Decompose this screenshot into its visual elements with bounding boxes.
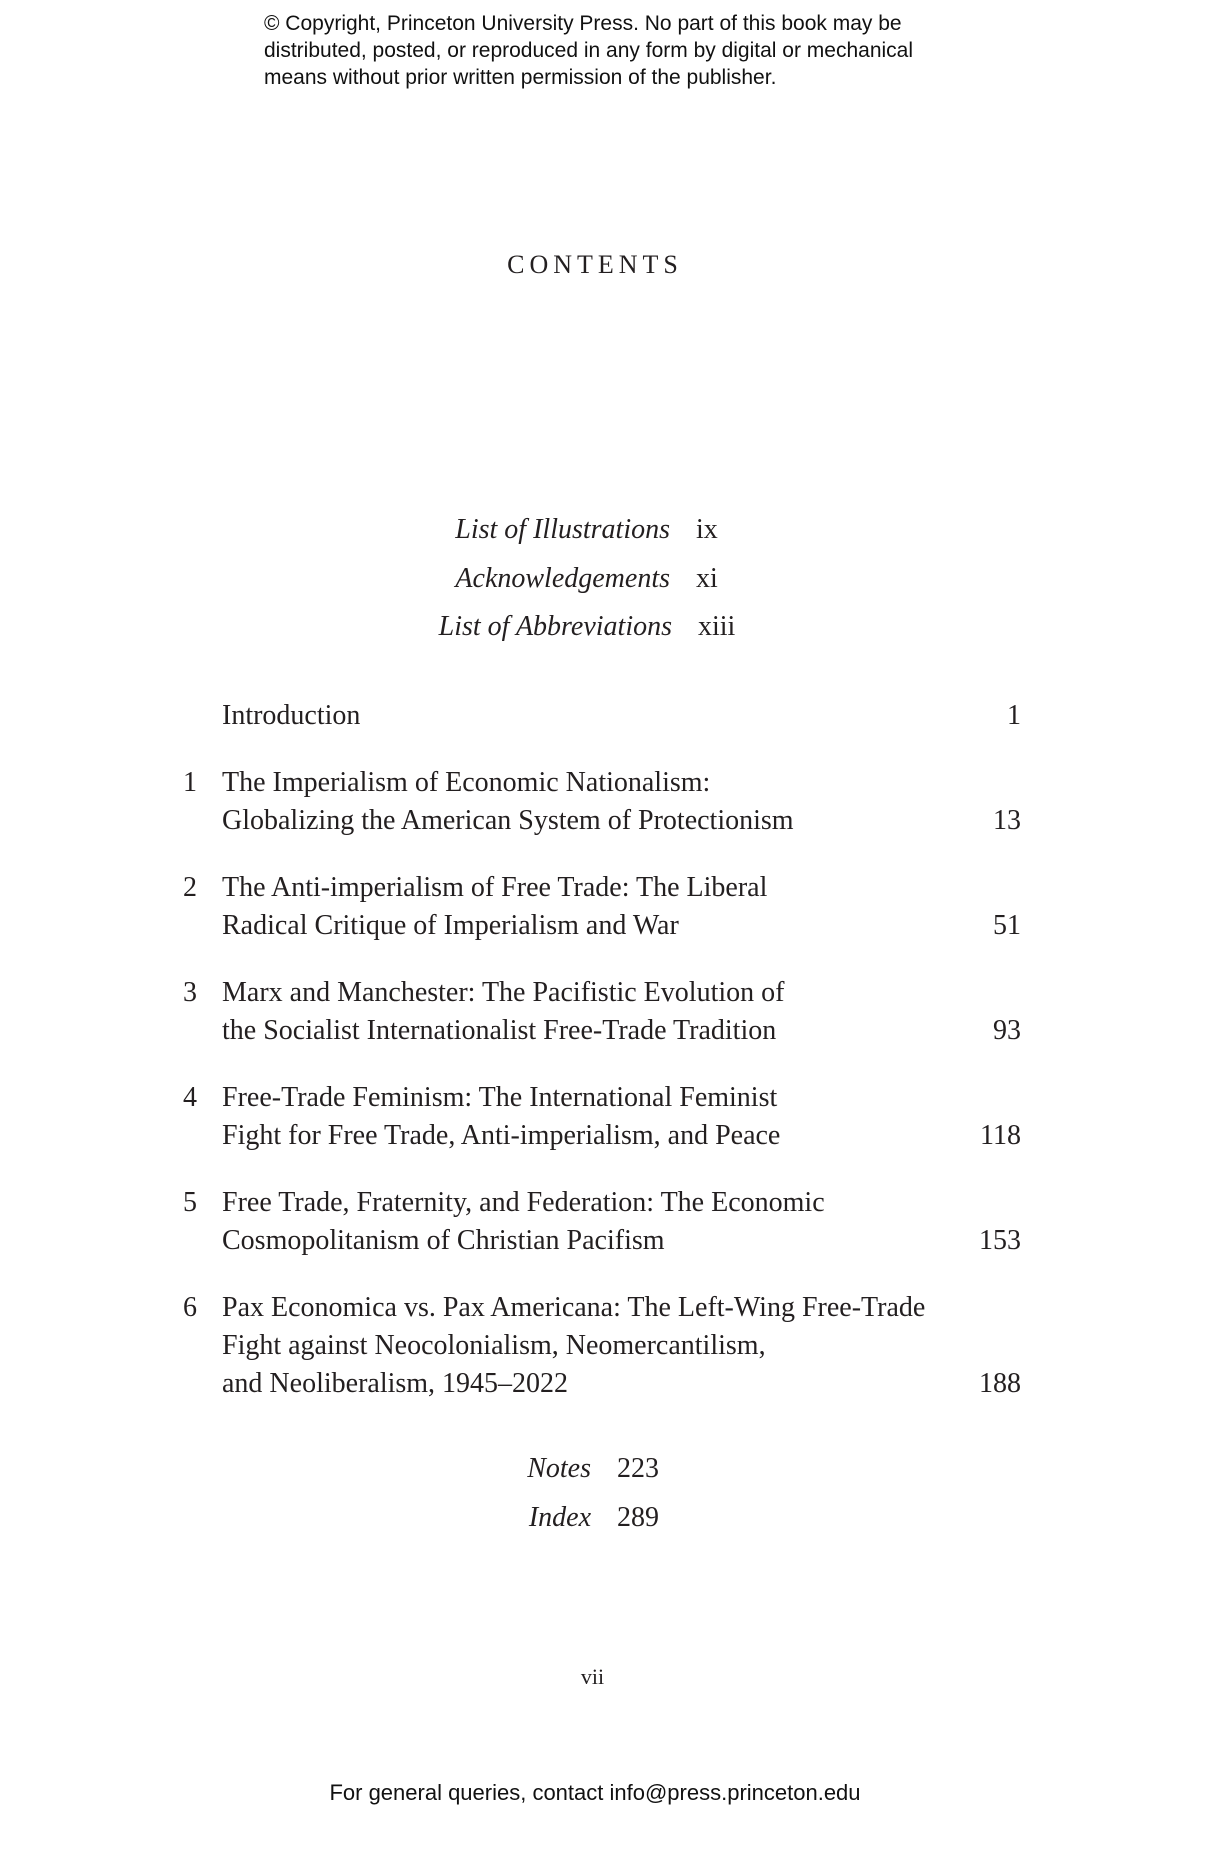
chapter-title-line: The Imperialism of Economic Nationalism: xyxy=(222,767,711,798)
chapter-title-line: and Neoliberalism, 1945–2022 xyxy=(222,1368,569,1399)
chapter-title xyxy=(222,869,982,945)
chapter-title-line: The Anti-imperialism of Free Trade: The Liberal xyxy=(222,872,768,903)
chapter-page: 13 xyxy=(993,805,1021,836)
front-matter-title: List of Illustrations xyxy=(455,514,670,545)
chapter-title-line: Cosmopolitanism of Christian Pacifism xyxy=(222,1225,665,1256)
chapter-number: 5 xyxy=(183,1187,197,1218)
chapter-title-line: Fight for Free Trade, Anti-imperialism, and Peace xyxy=(222,1120,781,1151)
chapter-page: 51 xyxy=(993,910,1021,941)
contents-heading: CONTENTS xyxy=(507,250,683,279)
footer-contact-note: For general queries, contact info@press.princeton.edu xyxy=(329,1780,861,1805)
chapter-page: 118 xyxy=(980,1120,1021,1151)
back-matter-title: Notes xyxy=(527,1453,591,1484)
copyright-line: means without prior written permission of the publisher. xyxy=(264,66,777,89)
chapter-title-line: Introduction xyxy=(222,700,361,731)
chapter-page: 93 xyxy=(993,1015,1021,1046)
chapter-title xyxy=(222,1184,982,1260)
copyright-notice xyxy=(264,10,1024,91)
chapter-number: 2 xyxy=(183,872,197,903)
chapter-title-line: Fight against Neocolonialism, Neomercantilism, xyxy=(222,1330,766,1361)
front-matter-page: xi xyxy=(696,563,718,594)
chapter-title-line: Free Trade, Fraternity, and Federation: The Economic xyxy=(222,1187,825,1218)
chapter-title-line: Pax Economica vs. Pax Americana: The Left-Wing Free-Trade xyxy=(222,1292,926,1323)
chapter-page: 1 xyxy=(1007,700,1021,731)
chapter-number: 3 xyxy=(183,977,197,1008)
chapter-title-line: Globalizing the American System of Protectionism xyxy=(222,805,794,836)
chapter-number: 6 xyxy=(183,1292,197,1323)
back-matter-page: 223 xyxy=(617,1453,659,1484)
chapter-title xyxy=(222,974,982,1050)
chapter-page: 188 xyxy=(979,1368,1021,1399)
chapter-title-line: Radical Critique of Imperialism and War xyxy=(222,910,679,941)
front-matter-title: Acknowledgements xyxy=(455,563,670,594)
chapter-title-line: Free-Trade Feminism: The International Feminist xyxy=(222,1082,778,1113)
front-matter-page: ix xyxy=(696,514,718,545)
front-matter-title: List of Abbreviations xyxy=(438,611,672,642)
chapter-page: 153 xyxy=(979,1225,1021,1256)
chapter-title-line: Marx and Manchester: The Pacifistic Evolution of xyxy=(222,977,785,1008)
front-matter-page: xiii xyxy=(698,611,736,642)
back-matter-title: Index xyxy=(528,1502,591,1533)
chapter-title xyxy=(222,764,982,840)
copyright-line: distributed, posted, or reproduced in any form by digital or mechanical xyxy=(264,39,914,62)
chapter-number: 4 xyxy=(183,1082,197,1113)
chapter-title xyxy=(222,1289,982,1403)
chapter-title xyxy=(222,697,982,735)
page-folio: vii xyxy=(580,1664,605,1689)
copyright-line: © Copyright, Princeton University Press. No part of this book may be xyxy=(264,12,902,35)
chapter-title xyxy=(222,1079,982,1155)
back-matter-page: 289 xyxy=(617,1502,659,1533)
chapter-number: 1 xyxy=(183,767,197,798)
chapter-title-line: the Socialist Internationalist Free-Trade Tradition xyxy=(222,1015,777,1046)
